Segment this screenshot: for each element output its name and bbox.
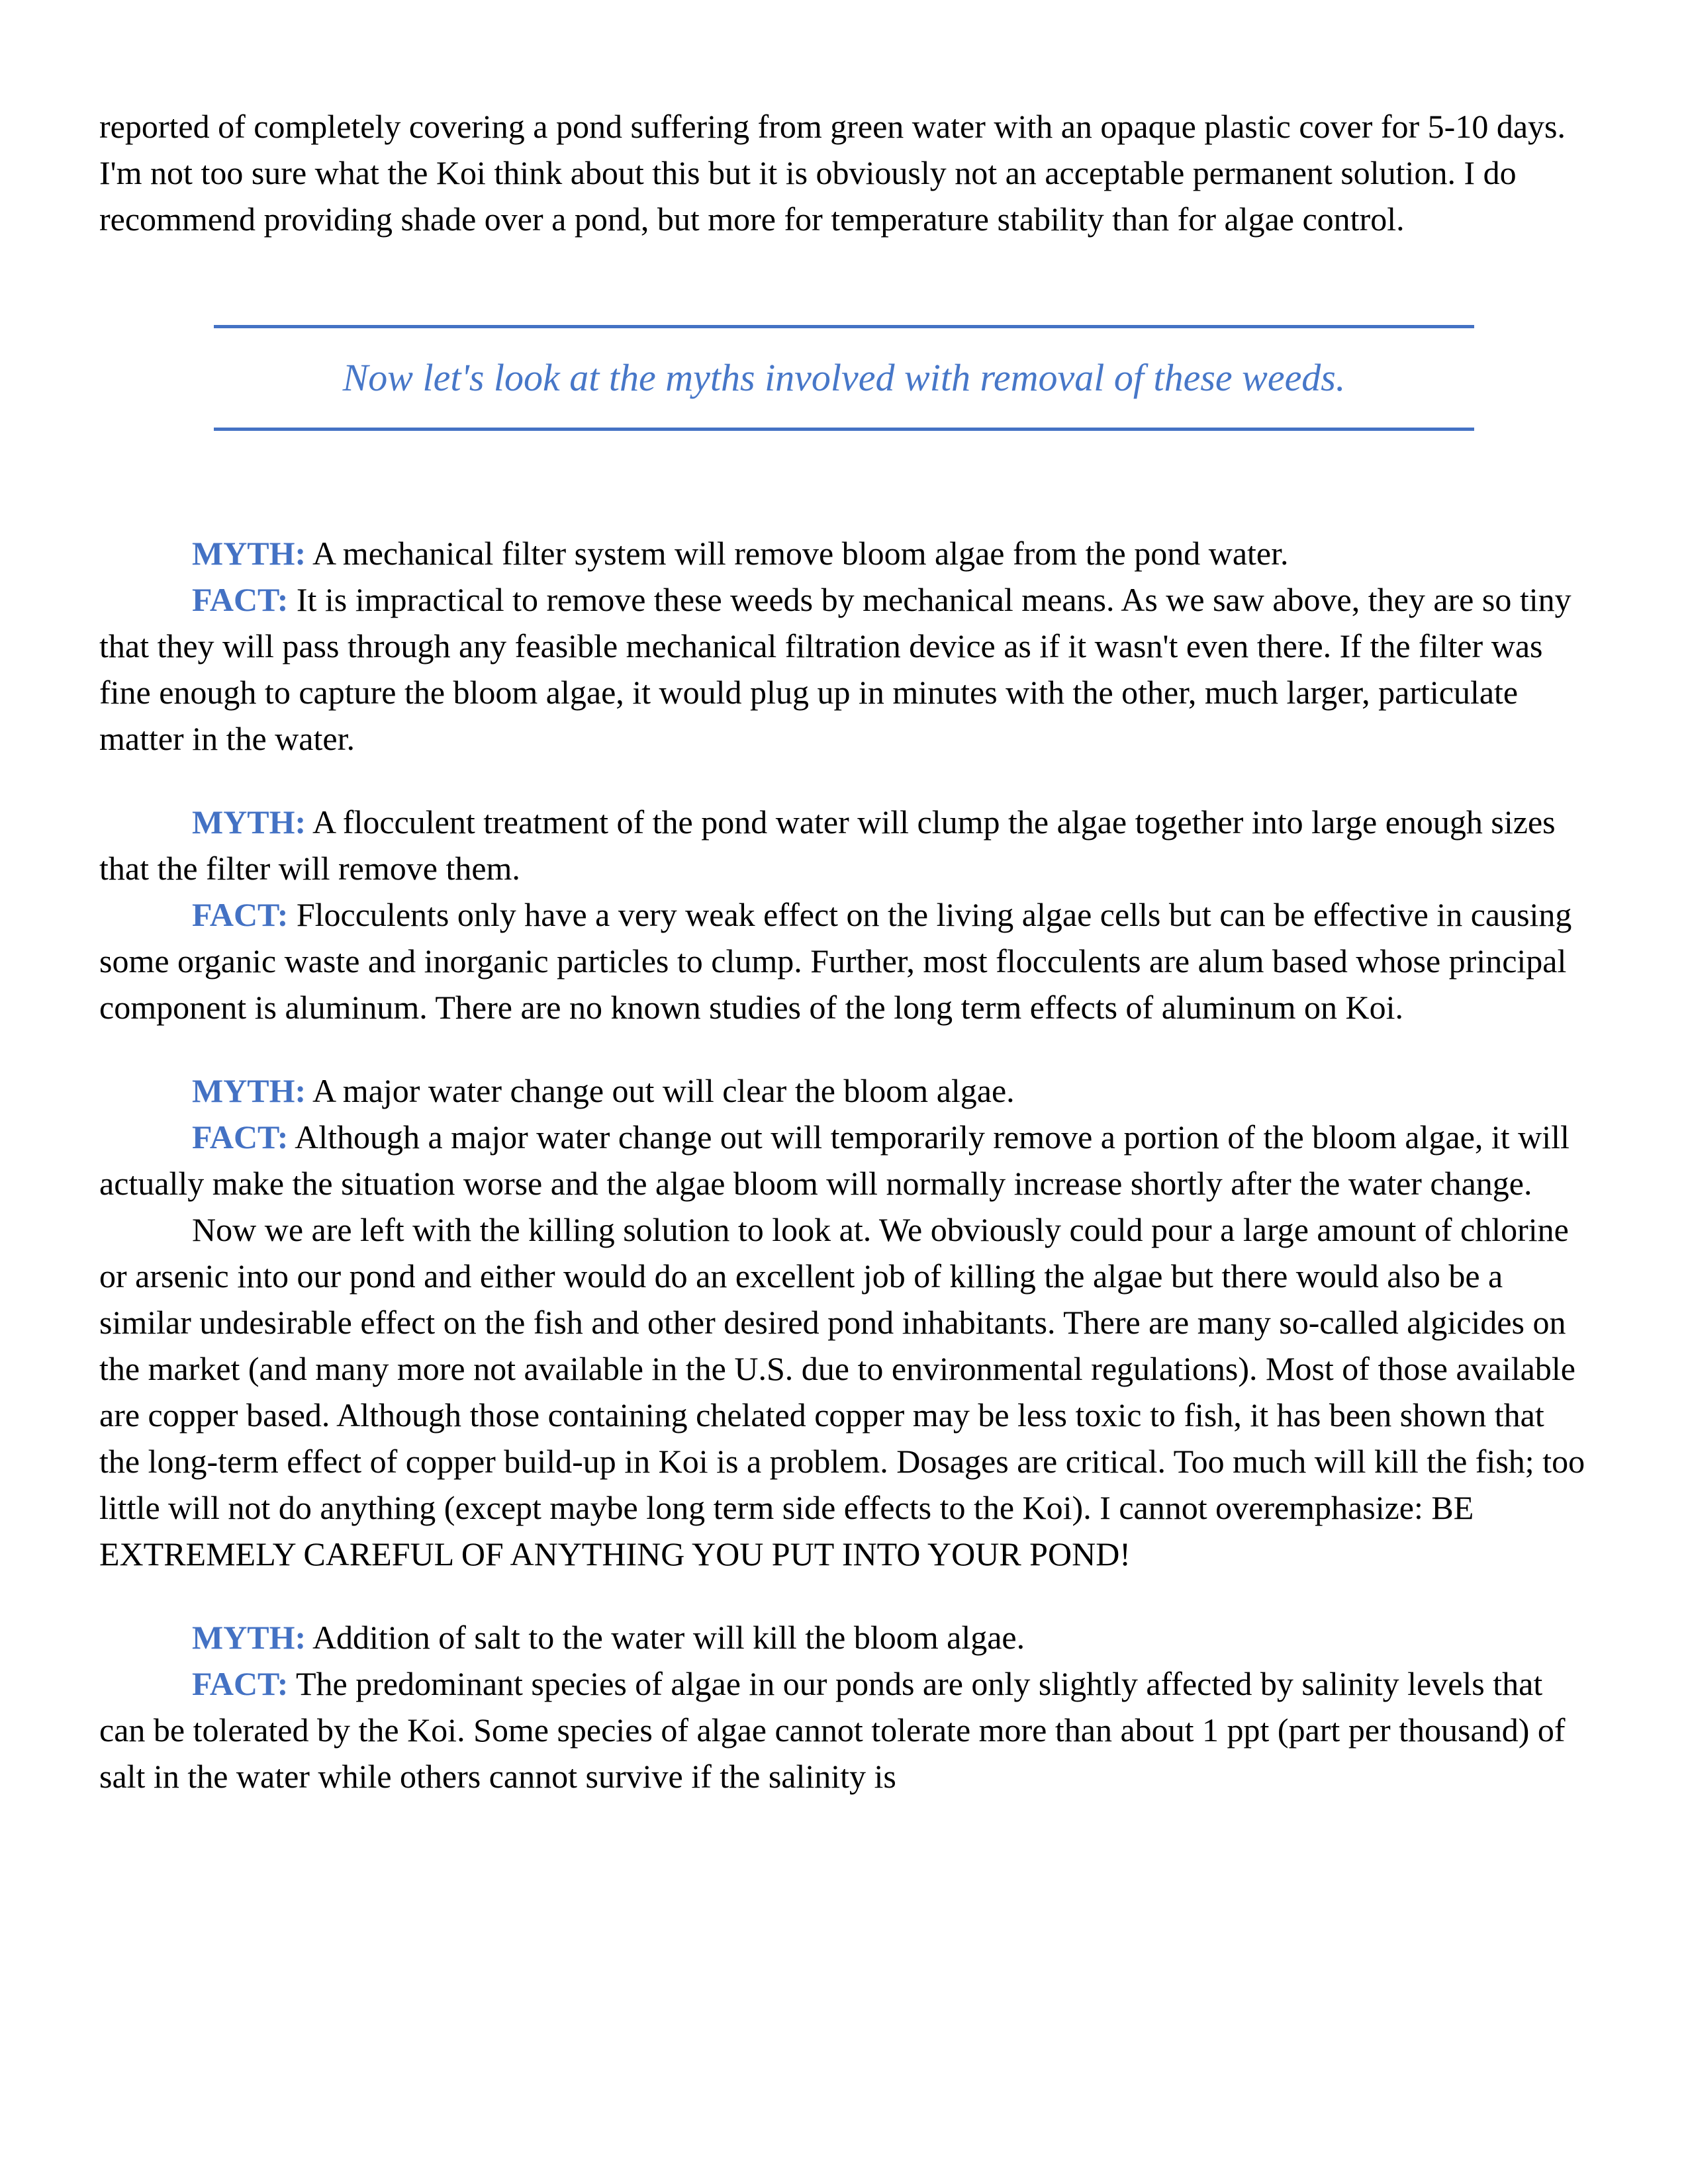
myth-text: A mechanical filter system will remove bloom algae from the pond water. [312, 535, 1289, 572]
myth-label: MYTH [192, 803, 295, 841]
label-colon: : [277, 581, 289, 618]
fact-text: It is impractical to remove these weeds by mechanical means. As we saw above, they are so tiny that they will pass through any feasible mechanical filtration device as if it wasn't even there. If the filter was fine enough to capture the bloom algae, it would plug up in minutes with the other, much larger, particulate matter in the water. [99, 581, 1571, 757]
fact-label: FACT [192, 581, 277, 618]
fact-statement [99, 891, 1589, 1030]
myth-text: Addition of salt to the water will kill the bloom algae. [312, 1619, 1025, 1656]
fact-statement [99, 576, 1589, 762]
fact-text: Although a major water change out will temporarily remove a portion of the bloom algae, it will actually make the situation worse and the algae bloom will normally increase shortly after the water change. [99, 1118, 1570, 1202]
label-colon: : [295, 803, 306, 841]
label-colon: : [277, 896, 289, 933]
myth-label: MYTH [192, 1072, 295, 1109]
myth-fact-group-3 [99, 1068, 1589, 1206]
fact-statement [99, 1661, 1589, 1799]
myth-statement [99, 799, 1589, 891]
myth-statement [99, 1614, 1589, 1661]
label-colon: : [295, 1619, 306, 1656]
label-colon: : [277, 1118, 289, 1156]
fact-text: Flocculents only have a very weak effect on the living algae cells but can be effective in causing some organic waste and inorganic particles to clump. Further, most flocculents are alum based whose principal component is aluminum. There are no known studies of the long term effects of aluminum on Koi. [99, 896, 1572, 1026]
myth-text: A major water change out will clear the bloom algae. [312, 1072, 1015, 1109]
fact-label: FACT [192, 1118, 277, 1156]
myth-statement [99, 530, 1589, 576]
label-colon: : [295, 535, 306, 572]
myth-text: A flocculent treatment of the pond water will clump the algae together into large enough sizes that the filter will remove them. [99, 803, 1556, 887]
section-divider [214, 325, 1474, 431]
fact-text: The predominant species of algae in our ponds are only slightly affected by salinity levels that can be tolerated by the Koi. Some species of algae cannot tolerate more than about 1 ppt (part per thousand) of salt in the water while others cannot survive if the salinity is [99, 1665, 1566, 1795]
myth-fact-group-salt [99, 1614, 1589, 1799]
intro-paragraph: reported of completely covering a pond suffering from green water with an opaque plastic cover for 5-10 days. I'm not too sure what the Koi think about this but it is obviously not an acceptable permanent solution. I do recommend providing shade over a pond, but more for temperature stability than for algae control. [99, 108, 1566, 238]
fact-label: FACT [192, 1665, 277, 1702]
fact-statement [99, 1114, 1589, 1206]
myth-fact-group-1 [99, 530, 1589, 762]
divider-heading: Now let's look at the myths involved with removal of these weeds. [342, 356, 1346, 399]
killing-solution-paragraph: Now we are left with the killing solution to look at. We obviously could pour a large amount of chlorine or arsenic into our pond and either would do an excellent job of killing the algae but there would also be a similar undesirable effect on the fish and other desired pond inhabitants. There are many so-called algicides on the market (and many more not available in the U.S. due to environmental regulations). Most of those available are copper based. Although those containing chelated copper may be less toxic to fish, it has been shown that the long-term effect of copper build-up in Koi is a problem. Dosages are critical. Too much will kill the fish; too little will not do anything (except maybe long term side effects to the Koi). I cannot overemphasize: BE EXTREMELY CAREFUL OF ANYTHING YOU PUT INTO YOUR POND! [99, 1211, 1585, 1572]
myth-statement [99, 1068, 1589, 1114]
myth-label: MYTH [192, 1619, 295, 1656]
label-colon: : [277, 1665, 289, 1702]
divider-bottom-rule [214, 428, 1474, 431]
fact-label: FACT [192, 896, 277, 933]
myth-fact-group-2 [99, 799, 1589, 1030]
label-colon: : [295, 1072, 306, 1109]
myth-label: MYTH [192, 535, 295, 572]
